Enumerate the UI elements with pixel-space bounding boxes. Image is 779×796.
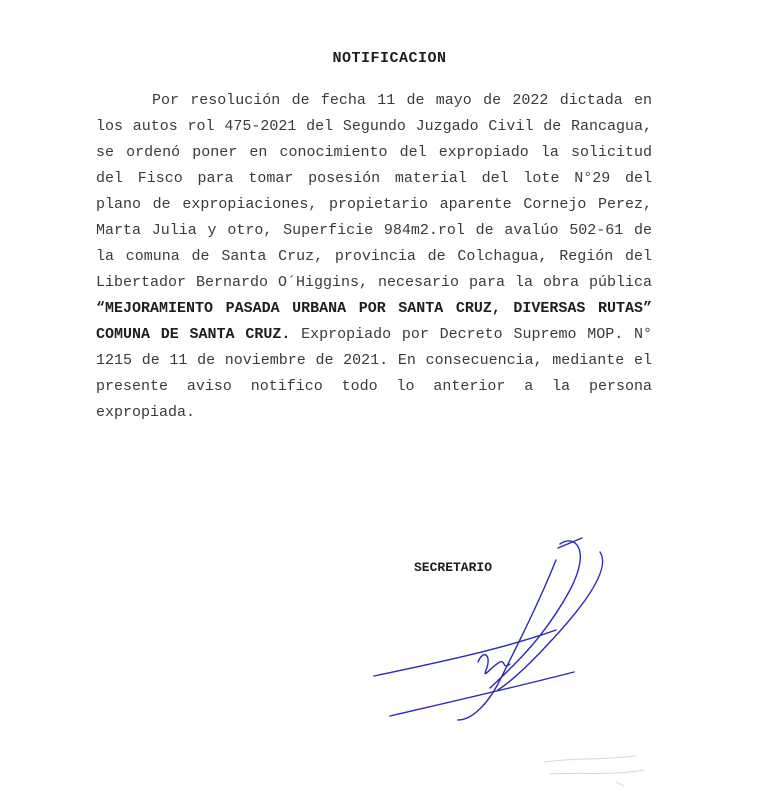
handwritten-signature [360,530,620,730]
signature-loop-stroke [490,541,580,688]
signature-upper-line [374,630,556,676]
paragraph-text-part2: Expropiado por Decreto Supremo MOP. N° 1215 de 11 de noviembre de 2021. En consecuencia, mediante el presente aviso notifico todo lo anterior a la persona expropiada. [96,326,652,421]
project-name-bold: “MEJORAMIENTO PASADA URBANA POR SANTA CRUZ, DIVERSAS RUTAS” COMUNA DE SANTA CRUZ. [96,300,652,343]
paragraph-text-part1: Por resolución de fecha 11 de mayo de 2022 dictada en los autos rol 475-2021 del Segundo Juzgado Civil de Rancagua, se ordenó poner en conocimiento del expropiado la solicitud del Fisco para tomar posesión material del lote N°29 del plano de expropiaciones, propietario aparente Cornejo Perez, Marta Julia y otro, Superficie 984m2.rol de avalúo 502-61 de la comuna de Santa Cruz, provincia de Colchagua, Región del Libertador Bernardo O´Higgins, necesario para la obra pública [96,92,652,291]
signature-lower-line [390,672,574,716]
document-title: NOTIFICACION [332,50,447,67]
notification-paragraph [96,88,652,426]
scan-smudge [540,752,650,788]
signature-label: SECRETARIO [414,560,493,575]
